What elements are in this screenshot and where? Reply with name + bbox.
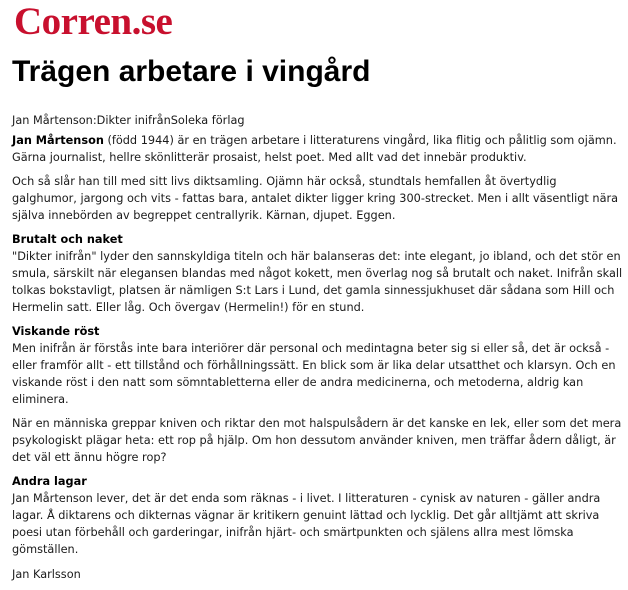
article-body bbox=[12, 112, 624, 590]
site-logo[interactable]: Corren.se bbox=[14, 0, 173, 43]
article-byline: Jan Mårtenson:Dikter inifrånSoleka förlag bbox=[12, 114, 245, 127]
section-text-viskande-2: När en människa greppar kniven och riktar den mot halspulsådern är det kanske en lek, eller som det mera psykologiskt plägar heta: ett rop på hjälp. Om hon dessutom använder kniven, men träffar ådern dåligt, är det väl ett ännu högre rop? bbox=[12, 417, 622, 464]
section-text-viskande: Men inifrån är förstås inte bara interiörer där personal och medintagna beter sig si eller så, det är också - eller framför allt - ett tillstånd och förhållningssätt. En blick som är lika delar utsatthet och klarsyn. Och en viskande röst i den natt som sömntabletterna eller de andra medicinerna, och metoderna, aldrig kan eliminera. bbox=[12, 342, 616, 406]
section-heading-andra-lagar: Andra lagar bbox=[12, 475, 87, 488]
section-text-brutalt: "Dikter inifrån" lyder den sannskyldiga titeln och här balanseras det: inte elegant, jo ibland, och det stör en smula, särskilt när elegansen blandas med något kokett, men överlag nog så brutalt och naket. Inifrån skall tolkas bokstavligt, platsen är nämligen S:t Lars i Lund, det gamla sinnessjukhuset där sådana som Hill och Hermelin satt. Eller låg. Och övergav (Hermelin!) för en stund. bbox=[12, 250, 623, 314]
paragraph-2: Och så slår han till med sitt livs diktsamling. Ojämn här också, stundtals hemfallen åt övertydlig galghumor, jargong och vits - fattas bara, antalet dikter ligger kring 300-strecket. Men i allt väsentligt nära själva innebörden av begreppet centrallyrik. Kärnan, djupet. Eggen. bbox=[12, 175, 619, 222]
section-heading-brutalt: Brutalt och naket bbox=[12, 233, 123, 246]
article-headline: Trägen arbetare i vingård bbox=[12, 55, 371, 88]
section-text-andra-lagar: Jan Mårtenson lever, det är det enda som räknas - i livet. I litteraturen - cynisk av naturen - gäller andra lagar. Å diktarens och dikternas vägnar är kritikern genuint lättad och lycklig. Det går alltjämt att skriva poesi utan förbehåll och garderingar, inifrån hjärt- och smärtpunkten och själens allra mest lömska gömställen. bbox=[12, 492, 601, 556]
section-heading-viskande: Viskande röst bbox=[12, 325, 100, 338]
intro-author-name: Jan Mårtenson bbox=[12, 134, 104, 147]
article-signature: Jan Karlsson bbox=[12, 568, 81, 581]
intro-paragraph bbox=[12, 132, 624, 166]
intro-text: (född 1944) är en trägen arbetare i litteraturens vingård, lika flitig och pålitlig som ojämn. Gärna journalist, hellre skönlitterär prosaist, helst poet. Med allt vad det innebär produktiv. bbox=[12, 134, 617, 164]
